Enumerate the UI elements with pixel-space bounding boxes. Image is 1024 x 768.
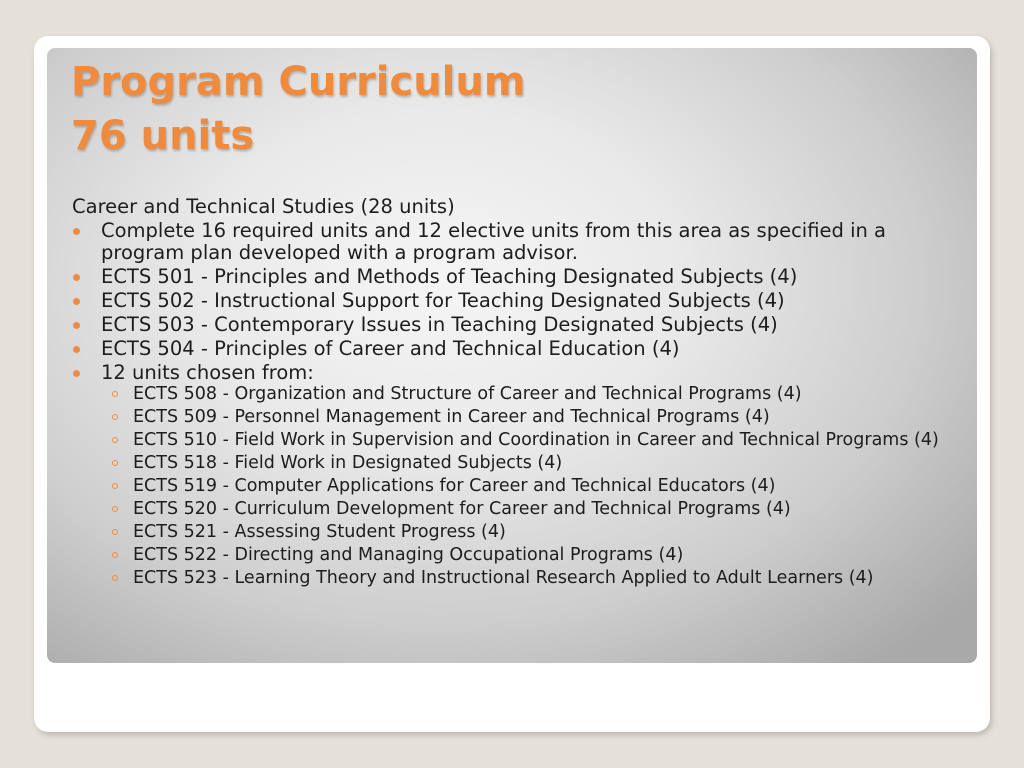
list-item-text: ECTS 502 - Instructional Support for Teaching Designated Subjects (4) xyxy=(101,289,785,312)
list-item-text: ECTS 501 - Principles and Methods of Teaching Designated Subjects (4) xyxy=(101,265,798,288)
sub-bullet-icon xyxy=(112,414,118,420)
sub-list-item xyxy=(101,500,957,519)
sub-list-item-text: ECTS 508 - Organization and Structure of Career and Technical Programs (4) xyxy=(133,384,802,404)
sub-bullet-icon xyxy=(112,437,118,443)
title-line-1: Program Curriculum xyxy=(71,59,526,105)
sub-list-item xyxy=(101,408,957,427)
list-item xyxy=(72,220,957,264)
section-heading: Career and Technical Studies (28 units) xyxy=(72,195,455,218)
sub-list-item-text: ECTS 509 - Personnel Management in Career and Technical Programs (4) xyxy=(133,407,770,427)
sub-bullet-icon xyxy=(112,575,118,581)
sub-list-item xyxy=(101,546,957,565)
slide-body xyxy=(72,196,957,592)
sub-list-item xyxy=(101,454,957,473)
sub-list-item-text: ECTS 521 - Assessing Student Progress (4) xyxy=(133,522,506,542)
sub-list-item-text: ECTS 523 - Learning Theory and Instructional Research Applied to Adult Learners (4) xyxy=(133,568,874,588)
list-item-text: ECTS 503 - Contemporary Issues in Teaching Designated Subjects (4) xyxy=(101,313,778,336)
list-item xyxy=(72,362,957,588)
bullet-icon xyxy=(73,322,80,329)
sub-list-item-text: ECTS 520 - Curriculum Development for Career and Technical Programs (4) xyxy=(133,499,791,519)
list-item xyxy=(72,338,957,360)
sub-bullet-icon xyxy=(112,529,118,535)
sub-bullet-icon xyxy=(112,391,118,397)
list-item xyxy=(72,314,957,336)
sub-list-item xyxy=(101,477,957,496)
bullet-icon xyxy=(73,274,80,281)
bullet-icon xyxy=(73,370,80,377)
bullet-icon xyxy=(73,298,80,305)
sub-bullet-icon xyxy=(112,506,118,512)
bullet-icon xyxy=(73,228,80,235)
list-item-text: 12 units chosen from: xyxy=(101,361,314,384)
sub-bullet-icon xyxy=(112,460,118,466)
sub-list-item-text: ECTS 518 - Field Work in Designated Subjects (4) xyxy=(133,453,563,473)
sub-list-item xyxy=(101,523,957,542)
sub-bullet-icon xyxy=(112,483,118,489)
list-item xyxy=(72,266,957,288)
sub-bullet-icon xyxy=(112,552,118,558)
sub-list-item-text: ECTS 522 - Directing and Managing Occupational Programs (4) xyxy=(133,545,684,565)
list-item-text: ECTS 504 - Principles of Career and Technical Education (4) xyxy=(101,337,680,360)
sub-list-item xyxy=(101,569,957,588)
sub-list-item-text: ECTS 519 - Computer Applications for Career and Technical Educators (4) xyxy=(133,476,776,496)
sub-list-item xyxy=(101,385,957,404)
title-line-2: 76 units xyxy=(71,113,255,159)
bullet-list xyxy=(72,220,957,588)
list-item-text: Complete 16 required units and 12 elective units from this area as specified in a program plan developed with a program advisor. xyxy=(101,219,886,264)
list-item xyxy=(72,290,957,312)
sub-list-item-text: ECTS 510 - Field Work in Supervision and Coordination in Career and Technical Programs (4) xyxy=(133,430,939,450)
sub-list-item xyxy=(101,431,957,450)
bullet-icon xyxy=(73,346,80,353)
sub-bullet-list xyxy=(101,385,957,588)
slide-title xyxy=(71,55,526,163)
